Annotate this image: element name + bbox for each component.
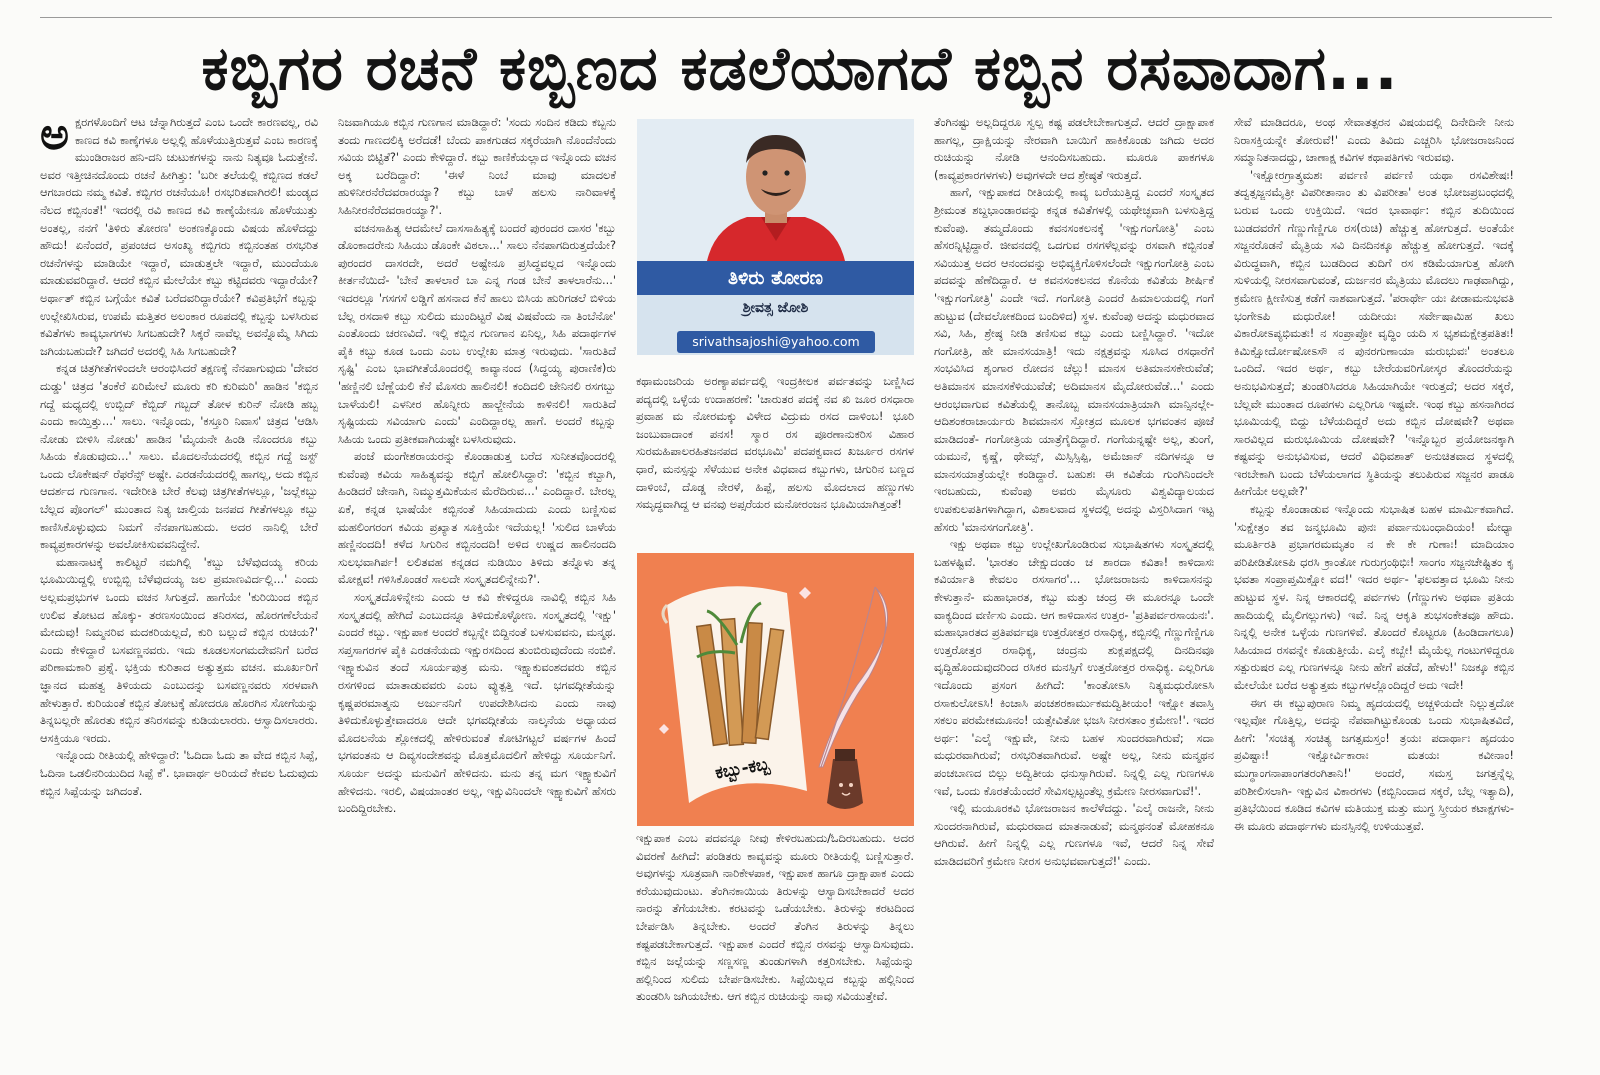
article-paragraph: ಇಕ್ಷುಪಾಕ ಎಂಬ ಪದವನ್ನೂ ನೀವು ಕೇಳಿರಬಹುದು/ಓದಿರಬಹುದು. ಅದರ ವಿವರಣೆ ಹೀಗಿದೆ: ಪಂಡಿತರು ಕಾವ್ಯವನ್ನು ಮೂರು ರೀತಿಯಲ್ಲಿ ಬಣ್ಣಿಸುತ್ತಾರೆ. ಅವುಗಳನ್ನು ಸೂತ್ರವಾಗಿ ನಾರಿಕೇಳಪಾಕ, ಇಕ್ಷುಪಾಕ ಹಾಗೂ ದ್ರಾಕ್ಷಾಪಾಕ ಎಂದು ಕರೆಯುವುದುಂಟು. ತೆಂಗಿನಕಾಯಿಯ ತಿರುಳನ್ನು ಆಸ್ವಾದಿಸಬೇಕಾದರೆ ಅದರ ನಾರನ್ನು ತೆಗೆಯಬೇಕು. ಕರಟವನ್ನು ಒಡೆಯಬೇಕು. ತಿರುಳನ್ನು ಕರಟದಿಂದ ಬೇರ್ಪಡಿಸಿ ತಿನ್ನಬೇಕು. ಅಂದರೆ ತೆಂಗಿನ ತಿರುಳನ್ನು ತಿನ್ನಲು ಕಷ್ಟಪಡಬೇಕಾಗುತ್ತದೆ. ಇಕ್ಷುಪಾಕ ಎಂದರೆ ಕಬ್ಬಿನ ರಸವನ್ನು ಆಸ್ವಾದಿಸುವುದು. ಕಬ್ಬಿನ ಜಲ್ಲೆಯನ್ನು ಸಣ್ಣಸಣ್ಣ ತುಂಡುಗಳಾಗಿ ಕತ್ತರಿಸಬೇಕು. ಸಿಪ್ಪೆಯನ್ನು ಹಲ್ಲಿನಿಂದ ಸುಲಿದು ಬೇರ್ಪಡಿಸಬೇಕು. ಸಿಪ್ಪೆಯಿಲ್ಲದ ಕಬ್ಬನ್ನು ಹಲ್ಲಿನಿಂದ ತುಂಡರಿಸಿ ಜಗಿಯಬೇಕು. ಆಗ ಕಬ್ಬಿನ ರುಚಿಯನ್ನು ನಾವು ಸವಿಯುತ್ತೇವೆ.	[636, 831, 914, 1004]
article-column-4	[934, 114, 1214, 1075]
article-paragraph: ಕನ್ನಡ ಚಿತ್ರಗೀತೆಗಳಿಂದಲೇ ಆರಂಭಿಸಿದರೆ ತಕ್ಷಣಕ್ಕೆ ನೆನಪಾಗುವುದು 'ದೇವರ ದುಡ್ಡು' ಚಿತ್ರದ 'ತಂಕೆರೆ ಏರಿಮೇಲೆ ಮೂರು ಕರಿ ಕುರಿಮರಿ' ಹಾಡಿನ 'ಕಬ್ಬಿನ ಗದ್ದೆ ಮಧ್ಯದಲ್ಲಿ ಉಬ್ಬಿದ್ ಕೆಬ್ಬಿದ್ ಗಬ್ಬದ್ ತೋಳ ಕುರಿನ್ ನೋಡಿ ಹಬ್ಬ ಎಂದು ಕಾಯ್ತಿತ್ತು...' ಸಾಲು. ಇನ್ನೊಂದು, 'ಕಸ್ತೂರಿ ನಿವಾಸ' ಚಿತ್ರದ 'ಆಡಿಸಿ ನೋಡು ಬೀಳಿಸಿ ನೋಡು' ಹಾಡಿನ 'ಮೈಯನೇ ಹಿಂಡಿ ನೊಂದರೂ ಕಬ್ಬು ಸಿಹಿಯ ಕೊಡುವುದು...' ಸಾಲು. ಮೊದಲನೆಯದರಲ್ಲಿ ಕಬ್ಬಿನ ಗದ್ದೆ ಜಸ್ಟ್ ಒಂದು ಲೊಕೇಷನ್ ರೆಫರೆನ್ಸ್ ಅಷ್ಟೇ. ಎರಡನೆಯದರಲ್ಲಿ ಹಾಗಲ್ಲ, ಅದು ಕಬ್ಬಿನ ಆದರ್ಶದ ಗುಣಗಾನ. ಇದೇರೀತಿ ಬೇರೆ ಕೆಲವು ಚಿತ್ರಗೀತೆಗಳಲ್ಲೂ, 'ಜಲ್ಲೆಕಬ್ಬು ಬೆಲ್ಲದ ಪೊಂಗಲ್' ಮುಂತಾದ ನಿತ್ಯ ಚಾಲ್ತಿಯ ಜನಪದ ಗೀತೆಗಳಲ್ಲೂ ಕಬ್ಬು ಕಾಣಿಸಿಕೊಳ್ಳುವುದು ನಿಮಗೆ ನೆನಪಾಗಬಹುದು. ಅದರ ನಾನಿಲ್ಲಿ ಬೇರೆ ಕಾವ್ಯಪ್ರಕಾರಗಳನ್ನು ಅವಲೋಕಿಸುವವನಿದ್ದೇನೆ.	[40, 361, 318, 552]
headline: ಕಬ್ಬಿಗರ ರಚನೆ ಕಬ್ಬಿಣದ ಕಡಲೆಯಾಗದೆ ಕಬ್ಬಿನ ರಸವಾದಾಗ...	[201, 34, 1399, 104]
author-name: ಶ್ರೀವತ್ಸ ಜೋಶಿ	[742, 300, 809, 316]
article-paragraph: ಇಲ್ಲಿ ಮಯೂರಕವಿ ಭೋಜರಾಜನ ಕಾಲೆಳೆದದ್ದು. 'ಎಲೈ ರಾಜನೇ, ನೀನು ಸುಂದರನಾಗಿರುವೆ, ಮಧುರವಾದ ಮಾತನಾಡುವೆ; ಮನ್ಮಥನಂತೆ ಮೋಹಕನೂ ಆಗಿರುವೆ. ಹೀಗೆ ನಿನ್ನಲ್ಲಿ ಎಲ್ಲ ಗುಣಗಳೂ ಇವೆ, ಆದರೆ ನಿನ್ನ ಸೇವೆ ಮಾಡಿದವರಿಗೆ ಕ್ರಮೇಣ ನೀರಸ ಅನುಭವವಾಗುತ್ತದೆ!' ಎಂದು.	[934, 801, 1214, 868]
article-column-3-lower	[636, 830, 914, 1075]
sugarcane-scroll-icon	[637, 553, 914, 826]
column-author-box	[637, 119, 914, 355]
article-paragraph: ಸಂಸ್ಕೃತದೊಳಿನ್ನೇನು ಎಂದು ಆ ಕವಿ ಕೇಳಿದ್ದರೂ ನಾವಿಲ್ಲಿ ಕಬ್ಬಿನ ಸಿಹಿ ಸಂಸ್ಕೃತದಲ್ಲಿ ಹೇಗಿದೆ ಎಂಬುದನ್ನೂ ತಿಳಿದುಕೊಳ್ಳೋಣ. ಸಂಸ್ಕೃತದಲ್ಲಿ 'ಇಕ್ಷು' ಎಂದರೆ ಕಬ್ಬು. ಇಕ್ಷುಪಾಕ ಅಂದರೆ ಕಬ್ಬನ್ನೇ ಬಿದ್ದಿನಂತೆ ಬಳಸುವವನು, ಮನ್ಮಥ. ಸಪ್ತಸಾಗರಗಳ ಪೈಕಿ ಎರಡನೆಯದು ಇಕ್ಷುರಸದಿಂದ ತುಂಬಿರುವುದೆಂದು ನಂಬಿಕೆ. ಇಕ್ಷ್ವಾಕುವಿನ ತಂದೆ ಸೂರ್ಯಪುತ್ರ ಮನು. ಇಕ್ಷ್ವಾಕುವಂಶದವರು ಕಬ್ಬಿನ ರಸಗಳಿಂದ ಮಾತಾಡುವವರು ಎಂಬ ವ್ಯುತ್ಪತ್ತಿ ಇದೆ. ಭಗವದ್ಗೀತೆಯನ್ನು ಕೃಷ್ಣಪರಮಾತ್ಮನು ಅರ್ಜುನನಿಗೆ ಉಪದೇಶಿಸಿದನು ಎಂದು ನಾವು ತಿಳಿದುಕೊಳ್ಳುತ್ತೇವಾದರೂ ಆದೇ ಭಗವದ್ಗೀತೆಯ ನಾಲ್ಕನೆಯ ಅಧ್ಯಾಯದ ಮೊದಲನೆಯ ಶ್ಲೋಕದಲ್ಲಿ ಹೇಳಿರುವಂತೆ ಕೋಟಿಗಟ್ಟಲೆ ವರ್ಷಗಳ ಹಿಂದೆ ಭಗವಂತನು ಆ ದಿವ್ಯಸಂದೇಶವನ್ನು ಮೊತ್ತಮೊದಲಿಗೆ ಹೇಳಿದ್ದು ಸೂರ್ಯನಿಗೆ. ಸೂರ್ಯ ಅದನ್ನು ಮನುವಿಗೆ ಹೇಳಿದನು. ಮನು ತನ್ನ ಮಗ ಇಕ್ಷ್ವಾಕುವಿಗೆ ಹೇಳಿದನು. ಇರಲಿ, ವಿಷಯಾಂತರ ಅಲ್ಲ, ಇಕ್ಷುವಿನಿಂದಲೇ ಇಕ್ಷ್ವಾಕುವಿಗೆ ಹೆಸರು ಬಂದಿದ್ದಿರಬೇಕು.	[338, 590, 616, 816]
article-paragraph: ಹಾಗೆ, ಇಕ್ಷುಪಾಕದ ರೀತಿಯಲ್ಲಿ ಕಾವ್ಯ ಬರೆಯುತ್ತಿದ್ದ ಎಂದರೆ ಸಂಸ್ಕೃತದ ಶ್ರೀಮಂತ ಶಬ್ದಭಾಂಡಾರವನ್ನು ಕನ್ನಡ ಕವಿತೆಗಳಲ್ಲಿ ಯಥೇಚ್ಛವಾಗಿ ಬಳಸುತ್ತಿದ್ದ ಕುವೆಂಪು. ತಮ್ಮದೊಂದು ಕವನಸಂಕಲನಕ್ಕೆ 'ಇಕ್ಷುಗಂಗೋತ್ರಿ' ಎಂಬ ಹೆಸರನ್ನಿಟ್ಟಿದ್ದಾರೆ. ಜೀವನದಲ್ಲಿ ಒದಗುವ ರಸಗಳೆಲ್ಲವನ್ನು ರಸವಾಗಿ ಕಬ್ಬಿನಂತೆ ಸವಿಯುತ್ತ ಅದರ ಆನಂದವನ್ನು ಅಭಿವ್ಯಕ್ತಿಗೊಳಿಸಲೆಂದೇ ಇಕ್ಷುಗಂಗೋತ್ರಿ ಎಂಬ ಪದವನ್ನು ಹೆಣೆದಿದ್ದಾರೆ. ಆ ಕವನಸಂಕಲನದ ಕೊನೆಯ ಕವಿತೆಯ ಶೀರ್ಷಿಕೆ 'ಇಕ್ಷುಗಂಗೋತ್ರಿ' ಎಂದೇ ಇದೆ. ಗಂಗೋತ್ರಿ ಎಂದರೆ ಹಿಮಾಲಯದಲ್ಲಿ ಗಂಗೆ ಹುಟ್ಟುವ (ದೇವಲೋಕದಿಂದ ಬಂದಿಳಿದ) ಸ್ಥಳ. ಕುವೆಂಪು ಅದನ್ನು ಮಧುರವಾದ ಸವಿ, ಸಿಹಿ, ಶ್ರೇಷ್ಠ ನೀಡಿ ತಣಿಸುವ ಕಬ್ಬು ಎಂದು ಬಣ್ಣಿಸಿದ್ದಾರೆ. 'ಇದೋ ಗಂಗೋತ್ರಿ, ಹೇ ಮಾನಸಯಾತ್ರಿ! ಇದು ನಕ್ಷತ್ರವನ್ನು ಸೂಸಿದ ರಸಧಾರೆಗೆ ಸಂಭವಿಸಿದ ಶೃಂಗಾರ ರೋದನ ಚೆಲ್ಲು! ಮಾನಸ ಅತಿಮಾನಸಕೇರುವೆಡೆ; ಅತಿಮಾನಸ ಮಾನಸಕೆಳಿಯುವೆಡೆ; ಅದಿಮಾನಸ ಮೈದೋರುವೆಡೆ...' ಎಂದು ಆರಂಭವಾಗುವ ಕವಿತೆಯಲ್ಲಿ ತಾನೊಬ್ಬ ಮಾನಸಯಾತ್ರಿಯಾಗಿ ಮಾನ್ಸಿನಲ್ಲೇ- ಆದಿಶಂಕರಾಚಾರ್ಯರು ಶಿವಮಾನಸ ಸ್ತೋತ್ರದ ಮೂಲಕ ಭಗವಂತನ ಪೂಜೆ ಮಾಡಿದಂತೆ- ಗಂಗೋತ್ರಿಯ ಯಾತ್ರೆಗೈದಿದ್ದಾರೆ. ಗಂಗೆಯನ್ನಷ್ಟೇ ಅಲ್ಲ, ತುಂಗೆ, ಯಮುನೆ, ಕೃಷ್ಣೆ, ಥೇಮ್ಸ್, ಮಿಸ್ಸಿಸ್ಸಿಪ್ಪಿ, ಅಮೆಜಾನ್ ನದಿಗಳನ್ನೂ ಆ ಮಾನಸಯಾತ್ರೆಯಲ್ಲೇ ಕಂಡಿದ್ದಾರೆ. ಬಹುಶಃ ಈ ಕವಿತೆಯ ಗುಂಗಿನಿಂದಲೇ ಇರಬಹುದು, ಕುವೆಂಪು ಅವರು ಮೈಸೂರು ವಿಶ್ವವಿದ್ಯಾಲಯದ ಉಪಕುಲಪತಿಗಳಾಗಿದ್ದಾಗ, ವಿಶಾಲವಾದ ಸ್ಥಳದಲ್ಲಿ ಅದನ್ನು ವಿಸ್ತರಿಸಿದಾಗ ಇಟ್ಟ ಹೆಸರು 'ಮಾನಸಗಂಗೋತ್ರಿ'.	[934, 185, 1214, 534]
article-paragraph: ಅಕ್ಷರಗಳೊಂದಿಗೆ ಆಟ ಚೆನ್ನಾಗಿರುತ್ತದೆ ಎಂಬ ಒಂದೇ ಕಾರಣವಲ್ಲ, ರವಿ ಕಾಣದ ಕವಿ ಕಾಣ್ಕೆಗಳೂ ಅಲ್ಲಲ್ಲಿ ಹೊಳೆಯುತ್ತಿರುತ್ತವೆ ಎಂಬ ಕಾರಣಕ್ಕೆ ಮುಂಡಿರಾಜರ ಹನಿ-ದನಿ ಚುಟುಕಗಳನ್ನು ನಾನು ನಿತ್ಯವೂ ಓದುತ್ತೇನೆ. ಅವರ ಇತ್ತೀಚಿನದೊಂದು ರಚನೆ ಹೀಗಿತ್ತು: 'ಬರೀ ತಲೆಯಲ್ಲಿ ಕಬ್ಬಿಣದ ಕಡಲೆ ಆಗಬಾರದು ನಮ್ಮ ಕವಿತೆ. ಕಬ್ಬಿಗರ ರಚನೆಯೂ! ರಸಭರಿತವಾಗಿರಲಿ! ಮಂಡ್ಯದ ನೆಲದ ಕಬ್ಬಿನಂತೆ!' ಇದರಲ್ಲಿ ರವಿ ಕಾಣದ ಕವಿ ಕಾಣ್ಕೆಯೇನೂ ಹೊಳೆಯುತ್ತು ಅಂತಲ್ಲ, ನನಗೆ 'ತಿಳಿರು ತೋರಣ' ಅಂಕಣಕ್ಕೊಂದು ವಿಷಯ ಹೊಳೆದದ್ದು ಹೌದು! ಏನೆಂದರೆ, ಪ್ರಪಂಚದ ಅಸಂಖ್ಯ ಕಬ್ಬಿಗರು ಕಬ್ಬಿನಂತಹ ರಸಭರಿತ ರಚನೆಗಳನ್ನು ಮಾಡಿಯೇ ಇದ್ದಾರೆ, ಮಾಡುತ್ತಲೇ ಇದ್ದಾರೆ, ಮುಂದೆಯೂ ಮಾಡುವವರಿದ್ದಾರೆ. ಆದರೆ ಕಬ್ಬಿನ ಮೇಲೆಯೇ ಕಬ್ಬು ಕಟ್ಟಿದವರು ಇದ್ದಾರೆಯೇ? ಅರ್ಥಾತ್ ಕಬ್ಬಿನ ಬಗ್ಗೆಯೇ ಕವಿತೆ ಬರೆದವರಿದ್ದಾರೆಯೇ? ಕವಿಪ್ರತಿಭೆಗೆ ಕಬ್ಬನ್ನು ಉಲ್ಲೇಖಿಸಿರುವ, ಉಪಮೆ ಮತ್ತಿತರ ಅಲಂಕಾರ ರೂಪದಲ್ಲಿ ಕಬ್ಬನ್ನು ಬಳಸಿರುವ ಕವಿತೆಗಳು ಕಾವ್ಯಭಾಗಗಳು ಸಿಗಬಹುದೇ? ಸಿಕ್ಕರೆ ನಾವೆಲ್ಲ ಅವನ್ನೊಮ್ಮೆ ಸಿಗಿದು ಜಗಿಯಬಹುದೇ? ಜಗಿದರೆ ಅದರಲ್ಲಿ ಸಿಹಿ ಸಿಗಬಹುದೇ?	[40, 114, 318, 358]
article-column-2	[338, 114, 616, 1075]
article-paragraph: ಇನ್ನೊಂದು ರೀತಿಯಲ್ಲಿ ಹೇಳಿದ್ದಾರೆ: 'ಓದಿದಾ ಓದು ತಾ ವೇದ ಕಬ್ಬಿನ ಸಿಪ್ಪೆ, ಓದಿನಾ ಒಡಲಿನರಿಯುದಿದ ಸಿಪ್ಪೆ ಕೆ'. ಭಾವಾರ್ಥ ಅರಿಯದೆ ಕೇವಲ ಓದುವುದು ಕಬ್ಬಿನ ಸಿಪ್ಪೆಯನ್ನು ಜಗಿದಂತೆ.	[40, 748, 318, 798]
sugarcane-quill-illustration	[637, 553, 914, 826]
author-photo	[637, 119, 914, 261]
article-paragraph: ನಿಜವಾಗಿಯೂ ಕಬ್ಬಿನ ಗುಣಗಾನ ಮಾಡಿದ್ದಾರೆ: 'ಸಂದು ಸಂದಿನ ಕಡಿದು ಕಬ್ಬನು ತಂದು ಗಾಣದಲಿಕ್ಕಿ ಅರೆದಡೆ! ಬೆಂದು ಪಾಕಗುಡದ ಸಕ್ಕರೆಯಾಗಿ ನೊಂದೆನೆಂದು ಸವಿಯ ಬಿಟ್ಟಿತೆ?' ಎಂದು ಕೇಳಿದ್ದಾರೆ. ಕಬ್ಬು ಕಾಣಿಕೆಯಲ್ಲಾದ ಇನ್ನೊಂದು ವಚನ ಅಕ್ಕ ಬರೆದಿದ್ದಾರೆ: 'ಈಳೆ ನಿಂಬೆ ಮಾವು ಮಾದಲಕೆ ಹುಳಿನೀರನೆರೆದವರಾರಯ್ಯಾ? ಕಬ್ಬು ಬಾಳೆ ಹಲಸು ನಾರಿವಾಳಕ್ಕೆ ಸಿಹಿನೀರನೆರೆದವರಾರಯ್ಯಾ?'.	[338, 115, 616, 217]
article-column-5	[1234, 114, 1514, 1075]
article-column-1	[40, 114, 318, 1075]
article-paragraph: ಕಬ್ಬನ್ನು ಕೊಂಡಾಡುವ ಇನ್ನೊಂದು ಸುಭಾಷಿತ ಬಹಳ ಮಾರ್ಮಿಕವಾಗಿದೆ. 'ಸುಕ್ಷೇತ್ರಂ ತವ ಜನ್ಮಭೂಮಿ ಪುನಃ ಪರ್ವಾನುಬಂಧಾದಿಯಂ! ಮೇಧ್ಯಾ ಮೂರ್ತಿರತಿ ಪ್ರಭಾಗರಮಮೃತಂ ನ ಕೇ ಕೇ ಗುಣಾಃ! ಮಾದಿಯಾಂ ಪರಿಪೀಡಿತೋಽಪಿ ಧರಸಿ ಕ್ರಾಂತೋ ಗುರುಗ್ರಂಥಿಭಿಃ! ಸಾಂಗಂ ಸಜ್ಜನಚೇಷ್ಟಿತಂ ಕೃ ಭವತಾ ಸಂಪ್ರಾಪ್ತಮಿಕ್ಷೋ ವದ!' ಇದರ ಅರ್ಥ- 'ಫಲವತ್ತಾದ ಭೂಮಿ ನೀನು ಹುಟ್ಟುವ ಸ್ಥಳ. ನಿನ್ನ ಆಕಾರದಲ್ಲಿ ಪರ್ವಗಳು (ಗೆಣ್ಣುಗಳು ಅಥವಾ ಪ್ರತಿಯ ಹಾದಿಯಲ್ಲಿ ಮೈಲಿಗಲ್ಲುಗಳು) ಇವೆ. ನಿನ್ನ ಆಕೃತಿ ಶುಭಸಂಕೇತವೂ ಹೌದು. ನಿನ್ನಲ್ಲಿ ಅನೇಕ ಒಳ್ಳೆಯ ಗುಣಗಳಿವೆ. ತೊಂದರೆ ಕೊಟ್ಟರೂ (ಹಿಂಡಿದಾಗಲೂ) ಸಿಹಿಯಾದ ರಸವನ್ನೇ ಕೊಡುತ್ತೀಯೆ. ಎಲೈ ಕಬ್ಬೇ! ಮೈಯೆಲ್ಲ ಗಂಟುಗಳಿದ್ದರೂ ಸತ್ಪುರುಷರ ಎಲ್ಲ ಗುಣಗಳನ್ನೂ ನೀನು ಹೇಗೆ ಪಡೆದೆ, ಹೇಳು!' ನಿಜಕ್ಕೂ ಕಬ್ಬಿನ ಮೇಲೆಯೇ ಬರೆದ ಅತ್ಯುತ್ತಮ ಕಬ್ಬುಗಳಲ್ಲೊಂದಿದ್ದರೆ ಅದು ಇದೇ!	[1234, 502, 1514, 692]
article-paragraph: ಪಂಜೆ ಮಂಗೇಶರಾಯರನ್ನು ಕೊಂಡಾಡುತ್ತ ಬರೆದ ಸುನೀತವೊಂದರಲ್ಲಿ ಕುವೆಂಪು ಕವಿಯ ಸಾಹಿತ್ಯವನ್ನು ಕಬ್ಬಿಗೆ ಹೋಲಿಸಿದ್ದಾರೆ: 'ಕಬ್ಬಿನ ಕಬ್ಬಾಗಿ, ಹಿಂಡಿದರೆ ಜೇನಾಗಿ, ನಿಮ್ಮುತ್ತಮಿಕೆಯನ ಮೆರೆದಿರುವ...' ಎಂದಿದ್ದಾರೆ. ಬೇರಲ್ಲ ಏಕೆ, ಕನ್ನಡ ಭಾಷೆಯೇ ಕಬ್ಬಿನಂತೆ ಸಿಹಿಯಾದುದು ಎಂದು ಬಣ್ಣಿಸುವ ಮಹಲಿಂಗರಂಗ ಕವಿಯ ಪ್ರಖ್ಯಾತ ಸೂಕ್ತಿಯೇ ಇದೆಯಲ್ಲ! 'ಸುಲಿದ ಬಾಳೆಯ ಹಣ್ಣಿನಂದದಿ! ಕಳೆದ ಸಿಗುರಿನ ಕಬ್ಬಿನಂದದಿ! ಅಳಿದ ಉಷ್ಣದ ಹಾಲಿನಂದದಿ ಸುಲಭವಾಗಿರ್ಪ! ಲಲಿತವಹ ಕನ್ನಡದ ನುಡಿಯಿಂ ತಿಳಿದು ತನ್ನೊಳು ತನ್ನ ಮೋಕ್ಷವ! ಗಳಿಸಿಕೊಂಡರೆ ಸಾಲದೇ ಸಂಸ್ಕೃತದಲಿನ್ನೇನು?'.	[338, 449, 616, 587]
article-paragraph: ಕಥಾಮಂಜರಿಯ ಅರಣ್ಯಾಪರ್ವದಲ್ಲಿ ಇಂದ್ರಕೀಲಕ ಪರ್ವತವನ್ನು ಬಣ್ಣಿಸಿದ ಪದ್ಯದಲ್ಲಿ ಒಳ್ಳೆಯ ಉದಾಹರಣೆ: 'ಚಾರುತರ ಪದಕ್ಕೆ ನವ ಖಿ ಜೂರ ರಸಧಾರಾ ಪ್ರವಾಹ ಮ ನೋರಮಕ್ಕು ವಿಳೇದ ವಿದ್ರುಮ ರಸದ ದಾಳಿಂಬ! ಭೂರಿ ಜಂಬುವಾದಾಂಕ ಪನಸ! ಸ್ಮಾರ ರಸ ಪೂರಣಾನುಕರಿಸ ವಿಹಾರ ಸುರಮಹಿಪಾಲರಹಿತಜನಪದ ವರಭೂಮಿ' ಪದಪಕ್ವವಾದ ಖರ್ಜೂರ ರಸಗಳ ಧಾರೆ, ಮನಸ್ಸನ್ನು ಸೆಳೆಯುವ ಅನೇಕ ವಿಧವಾದ ಕಬ್ಬುಗಳು, ಚಿಗುರಿನ ಬಣ್ಣದ ದಾಳಿಂಬೆ, ದೊಡ್ಡ ನೇರಳೆ, ಹಿಪ್ಪೆ, ಹಲಸು ಮೊದಲಾದ ಹಣ್ಣುಗಳು ಸಮೃದ್ಧವಾಗಿದ್ದ ಆ ವನವು ಅಪ್ಸರೆಯರ ಮನೋರಂಜನ ಭೂಮಿಯಾಗಿತ್ತಂತೆ!	[636, 374, 914, 512]
illustration-label: ಕಬ್ಬು-ಕಬ್ಬ	[713, 754, 772, 784]
article-paragraph: ಸೇವೆ ಮಾಡಿದರೂ, ಅಂಥ ಸೇವಾತತ್ಪರನ ವಿಷಯದಲ್ಲಿ ದಿನೇದಿನೇ ನೀನು ನಿರಾಸಕ್ತಿಯನ್ನೇ ತೋರುವೆ!' ಎಂದು ತಿವಿದು ಎಚ್ಚರಿಸಿ ಭೋಜರಾಜನಿಂದ ಸಮ್ಮಾನಿತನಾದದ್ದು, ಚಾಣಾಕ್ಷ ಕವಿಗಳ ಕಥಾಪತಿಗಳು ಇರುವವು.	[1234, 115, 1514, 165]
top-rule	[40, 17, 1552, 18]
drop-cap: ಅ	[40, 114, 69, 160]
article-paragraph: 'ಇಕ್ಷೋರಗ್ರಾತ್ಕ್ರಮಶಃ ಪರ್ವಣಿ ಪರ್ವಣಿ ಯಥಾ ರಸವಿಶೇಷಃ! ತದ್ವತ್ಸಜ್ಜನಮೈತ್ರೀ ವಿಪರೀತಾನಾಂ ತು ವಿಪರೀತಾ' ಅಂತ ಭೋಜಪ್ರಬಂಧದಲ್ಲಿ ಬರುವ ಒಂದು ಉಕ್ತಿಯಿದೆ. ಇದರ ಭಾವಾರ್ಥ: ಕಬ್ಬಿನ ತುದಿಯಿಂದ ಬುಡದವರೆಗೆ ಗೆಣ್ಣುಗೆಣ್ಣಿಗೂ ರಸ(ರುಚಿ) ಹೆಚ್ಚುತ್ತ ಹೋಗುತ್ತದೆ. ಅಂತೆಯೇ ಸಜ್ಜನರೊಡನೆ ಮೈತ್ರಿಯ ಸವಿ ದಿನದಿನಕ್ಕೂ ಹೆಚ್ಚುತ್ತ ಹೋಗುತ್ತದೆ. ಇದಕ್ಕೆ ವಿರುದ್ಧವಾಗಿ, ಕಬ್ಬಿನ ಬುಡದಿಂದ ತುದಿಗೆ ರಸ ಕಡಿಮೆಯಾಗುತ್ತ ಹೋಗಿ ಸುಳಿಯಲ್ಲಿ ನೀರಸವಾಗುವಂತೆ, ದುರ್ಜನರ ಮೈತ್ರಿಯು ಮೊದಲು ಗಾಢವಾಗಿದ್ದು, ಕ್ರಮೇಣ ಕ್ಷೀಣಿಸುತ್ತ ಕಡೆಗೆ ನಾಶವಾಗುತ್ತದೆ. 'ಪರಾರ್ಥೇ ಯಃ ಪೀಡಾಮನುಭವತಿ ಭಂಗೇಽಪಿ ಮಧುರೋ! ಯದೀಯಃ ಸರ್ವೇಷಾಮಿಹ ಖಲು ವಿಕಾರೋಽಪ್ಯಭಿಮತಃ! ನ ಸಂಪ್ರಾಪ್ತೋ ವೃದ್ಧಿಂ ಯದಿ ಸ ಭೃಶಮಕ್ಷೇತ್ರಪತಿತಃ! ಕಿಮಿಕ್ಷೋರ್ದೋಷೋಽಸೌ ನ ಪುನರಗುಣಾಯಾ ಮರುಭುವಃ' ಅಂತಲೂ ಒಂದಿದೆ. ಇದರ ಅರ್ಥ, ಕಬ್ಬು ಬೇರೆಯವರಿಗೋಸ್ಕರ ತೊಂದರೆಯನ್ನು ಅನುಭವಿಸುತ್ತದೆ; ತುಂಡರಿಸಿದರೂ ಸಿಹಿಯಾಗಿಯೇ ಇರುತ್ತದೆ; ಅದರ ಸಕ್ಕರೆ, ಬೆಲ್ಲವೇ ಮುಂತಾದ ರೂಪಗಳು ಎಲ್ಲರಿಗೂ ಇಷ್ಟವೇ. ಇಂಥ ಕಬ್ಬು ಹಸನಾಗಿರದ ಭೂಮಿಯಲ್ಲಿ ಬಿದ್ದು ಬೆಳೆಯದಿದ್ದರೆ ಅದು ಕಬ್ಬಿನ ದೋಷವೇ? ಅಥವಾ ಸಾರವಿಲ್ಲದ ಮರುಭೂಮಿಯ ದೋಷವೇ? 'ಇನ್ನೊಬ್ಬರ ಪ್ರಯೋಜನಕ್ಕಾಗಿ ಕಷ್ಟವನ್ನು ಅನುಭವಿಸುವ, ಆದರೆ ವಿಧಿವಶಾತ್ ಅನುಚಿತವಾದ ಸ್ಥಳದಲ್ಲಿ ಇರಬೇಕಾಗಿ ಬಂದು ಬೆಳೆಯಲಾಗದ ಸ್ಥಿತಿಯನ್ನು ತಲುಪಿರುವ ಸಜ್ಜನರ ಪಾಡೂ ಹೀಗೆಯೇ ಅಲ್ಲವೇ?'	[1234, 167, 1514, 499]
article-column-3-upper	[636, 373, 914, 553]
article-paragraph: ಈಗ ಈ ಕಬ್ಬುಪುರಾಣ ನಿಮ್ಮ ಹೃದಯದಲ್ಲಿ ಅಚ್ಚಳಿಯದೇ ನಿಲ್ಲುತ್ತದೋ ಇಲ್ಲವೋ ಗೊತ್ತಿಲ್ಲ, ಅದನ್ನು ನೆಪವಾಗಿಟ್ಟುಕೊಂಡು ಒಂದು ಸುಭಾಷಿತವಿದೆ, ಹೀಗೆ: 'ಸಂಚಿತ್ಯ ಸಂಚಿತ್ಯ ಜಗತ್ಸಮಸ್ತಂ! ತ್ರಯಃ ಪದಾರ್ಥಾಃ ಹೃದಯಂ ಪ್ರವಿಷ್ಟಾಃ! ಇಕ್ಷೋರ್ವಿಕಾರಾಃ ಮತಯಃ ಕವೀನಾಂ! ಮುಗ್ಧಾಂಗನಾಪಾಂಗತರಂಗಿತಾನಿ!' ಅಂದರೆ, ಸಮಸ್ತ ಜಗತ್ತನ್ನೆಲ್ಲ ಪರಿಶೀಲಿಸಲಾಗಿ- ಇಕ್ಷುವಿನ ವಿಕಾರಗಳು (ಕಬ್ಬಿನಿಂದಾದ ಸಕ್ಕರೆ, ಬೆಲ್ಲ ಇತ್ಯಾದಿ), ಪ್ರತಿಭೆಯಿಂದ ಕೂಡಿದ ಕವಿಗಳ ಮತಿಯುಕ್ತ ಮತ್ತು ಮುಗ್ಧ ಸ್ತ್ರೀಯರ ಕಟಾಕ್ಷಗಳು- ಈ ಮೂರು ಪದಾರ್ಥಗಳು ಮನಸ್ಸಿನಲ್ಲಿ ಉಳಿಯುತ್ತವೆ.	[1234, 695, 1514, 833]
author-portrait-icon	[637, 119, 914, 261]
author-email[interactable]: srivathsajoshi@yahoo.com	[677, 331, 875, 353]
article-paragraph: ಮಹಾನಾಟಕ್ಕೆ ಕಾಲಿಟ್ಟರೆ ನಮಗಿಲ್ಲಿ 'ಕಬ್ಬು ಬೆಳೆವುದಯ್ಯ ಕರಿಯ ಭೂಮಿಯಿದ್ದಲ್ಲಿ ಉಬ್ಬಿಬ್ಬಿ ಬೆಳೆವುದಯ್ಯ ಜಲ ಪ್ರಮಾಣವಿರ್ದಲ್ಲಿ...' ಎಂದು ಅಲ್ಲಮಪ್ರಭುಗಳ ಒಂದು ವಚನ ಸಿಗುತ್ತದೆ. ಹಾಗೆಯೇ 'ಕುರಿಯಿಂದ ಕಬ್ಬಿನ ಉಲಿವ ತೋಟದ ಹೊಕ್ಕು- ತರಣಸಂಯಿಂದ ತನಿರಸದ, ಹೊರಗಣೆಲೆಯನೆ ಮೇದುವು! ನಿಮ್ಮನರಿವ ಮದಕರಿಯಲ್ಲದೆ, ಕುರಿ ಬಲ್ಲುದೆ ಕಬ್ಬಿನ ರುಚಿಯ?' ಎಂದು ಕೇಳಿದ್ದಾರೆ ಬಸವಣ್ಣನವರು. ಇದು ಕೂಡಲಸಂಗಮದೇವನಿಗೆ ಬರೆದ ಪರಿಣಾಮಕಾರಿ ಪ್ರಶ್ನೆ. ಭಕ್ತಿಯ ಕುರಿತಾದ ಅತ್ಯುತ್ತಮ ವಚನ. ಮೂರ್ಖರಿಗೆ ಜ್ಞಾನದ ಮಹತ್ವ ತಿಳಿಯದು ಎಂಬುದನ್ನು ಬಸವಣ್ಣನವರು ಸರಳವಾಗಿ ಹೇಳುತ್ತಾರೆ. ಕುರಿಯಂತೆ ಕಬ್ಬಿನ ತೋಟಕ್ಕೆ ಹೋದರೂ ಹೊರಗಿನ ಸೋಗೆಯನ್ನು ತಿನ್ನಬಲ್ಲರೇ ಹೊರತು ಕಬ್ಬಿನ ತನಿರಸವನ್ನು ಕುಡಿಯಲಾರರು. ಆಸ್ವಾದಿಸಲಾರರು. ಆಸಕ್ತಿಯೂ ಇರದು.	[40, 554, 318, 745]
column-name-banner: ತಿಳಿರು ತೋರಣ	[637, 261, 914, 295]
article-paragraph: ತೆಂಗಿನಷ್ಟು ಅಲ್ಲದಿದ್ದರೂ ಸ್ವಲ್ಪ ಕಷ್ಟ ಪಡಲೇಬೇಕಾಗುತ್ತದೆ. ಆದರೆ ದ್ರಾಕ್ಷಾಪಾಕ ಹಾಗಲ್ಲ, ದ್ರಾಕ್ಷಿಯನ್ನು ನೇರವಾಗಿ ಬಾಯಿಗೆ ಹಾಕಿಕೊಂಡು ಜಗಿದು ಅದರ ರುಚಿಯನ್ನು ನೋಡಿ ಆನಂದಿಸಬಹುದು. ಮೂರೂ ಪಾಕಗಳೂ (ಕಾವ್ಯಪ್ರಕಾರಗಳಗಳು) ಅವುಗಳದೇ ಆದ ಶ್ರೇಷ್ಠತೆ ಇರುತ್ತದೆ.	[934, 115, 1214, 182]
article-paragraph: ಇಕ್ಷು ಅಥವಾ ಕಬ್ಬು ಉಲ್ಲೇಖಗೊಂಡಿರುವ ಸುಭಾಷಿತಗಳು ಸಂಸ್ಕೃತದಲ್ಲಿ ಬಹಳಷ್ಟಿವೆ. 'ಭಾರತಂ ಚೇಕ್ಷುದಂಡಂ ಚ ಶಾರದಾ ಕವಿತಾ! ಕಾಳಿದಾಸಃ ಕವಿರ್ಯಾತಿ ಕೇವಲಂ ರಸಸಾಗರ'... ಭೋಜರಾಜನು ಕಾಳಿದಾಸನನ್ನು ಕೇಳುತ್ತಾನೆ- ಮಹಾಭಾರತ, ಕಬ್ಬು ಮತ್ತು ಚಂದ್ರ ಈ ಮೂರನ್ನೂ ಒಂದೇ ವಾಕ್ಯದಿಂದ ವರ್ಣಿಸು ಎಂದು. ಆಗ ಕಾಳಿದಾಸನ ಉತ್ತರ- 'ಪ್ರತಿಪರ್ವರಸಾಯನಃ'. ಮಹಾಭಾರತದ ಪ್ರತಿಪರ್ವವೂ ಉತ್ತರೋತ್ತರ ರಸಾಧಿಕ್ಯ, ಕಬ್ಬಿನಲ್ಲಿ ಗೆಣ್ಣುಗೆಣ್ಣಿಗೂ ಉತ್ತರೋತ್ತರ ರಸಾಧಿಕ್ಯ, ಚಂದ್ರನು ಶುಕ್ಲಪಕ್ಷದಲ್ಲಿ ದಿನದಿನವೂ ವೃದ್ಧಿಹೊಂದುವುದರಿಂದ ರಸಿಕರ ಮನಸ್ಸಿಗೆ ಉತ್ತರೋತ್ತರ ರಸಾಧಿಕ್ಯ. ಎಲ್ಲರಿಗೂ ಇದೊಂದು ಪ್ರಸಂಗ ಹೀಗಿದೆ: 'ಕಾಂತೋಽಸಿ ನಿತ್ಯಮಧುರೋಽಸಿ ರಸಾಕುಲೋಽಸಿ! ಕಿಂಚಾಸಿ ಪಂಚಶರಕಾರ್ಮುಕಮದ್ವಿತೀಯಂ! ಇಕ್ಷೋ ತವಾಸ್ತಿ ಸಕಲಂ ಪರಮೇಕಮೂನಂ! ಯತ್ಸೇವಿತೋ ಭಜಸಿ ನೀರಸತಾಂ ಕ್ರಮೇಣ!'. ಇದರ ಅರ್ಥ: 'ಎಲೈ ಇಕ್ಷುವೇ, ನೀನು ಬಹಳ ಸುಂದರವಾಗಿರುವೆ; ಸದಾ ಮಧುರವಾಗಿರುವೆ; ರಸಭರಿತವಾಗಿರುವೆ. ಅಷ್ಟೇ ಅಲ್ಲ, ನೀನು ಮನ್ಮಥನ ಪಂಚಬಾಣದ ಬಿಲ್ಲು ಅದ್ವಿತೀಯ ಧನುಸ್ಸಾಗಿರುವೆ. ನಿನ್ನಲ್ಲಿ ಎಲ್ಲ ಗುಣಗಳೂ ಇವೆ, ಒಂದು ಕೊರತೆಯೆಂದರೆ ಸೇವಿಸಲ್ಪಟ್ಟಂತೆಲ್ಲ ಕ್ರಮೇಣ ನೀರಸವಾಗುವೆ!'.	[934, 537, 1214, 798]
article-paragraph: ವಚನಸಾಹಿತ್ಯ ಆದಮೇಲೆ ದಾಸಸಾಹಿತ್ಯಕ್ಕೆ ಬಂದರೆ ಪುರಂದರ ದಾಸರ 'ಕಬ್ಬು ಡೊಂಕಾದರೇನು ಸಿಹಿಯು ಡೊಂಕೇ ವಿಠಲಾ...' ಸಾಲು ನೆನಪಾಗದಿರುತ್ತದೆಯೇ? ಪುರಂದರ ದಾಸರದೇ, ಅದರೆ ಅಷ್ಟೇನೂ ಪ್ರಸಿದ್ಧವಲ್ಲದ ಇನ್ನೊಂದು ಕೀರ್ತನೆಯಿದೆ- 'ಬೇನೆ ತಾಳಲಾರೆ ಬಾ ಎನ್ನ ಗಂಡ ಬೇನೆ ತಾಳಲಾರೆನು...' ಇದರಲ್ಲೂ 'ಗಸಗಸೆ ಲಡ್ಡಿಗೆ ಹಸನಾದ ಕೆನೆ ಹಾಲು ಬಿಸಿಯ ಹುರಿಗಡಲೆ ಬಿಳಿಯ ಬೆಲ್ಲ ರಸದಾಳಿ ಕಬ್ಬು ಸುಲಿದು ಮುಂದಿಟ್ಟರೆ ವಿಷ ವಿಷವೆಂದು ನಾ ತಿಂಬೆನೋ' ಎಂತೊಂದು ಚರಣವಿದೆ. ಇಲ್ಲಿ ಕಬ್ಬಿನ ಗುಣಗಾನ ಏನಿಲ್ಲ, ಸಿಹಿ ಪದಾರ್ಥಗಳ ಪೈಕಿ ಕಬ್ಬು ಕೂಡ ಒಂದು ಎಂಬ ಉಲ್ಲೇಖ ಮಾತ್ರ ಇರುವುದು. 'ಸಾರುತಿದೆ ಸೃಷ್ಟಿ' ಎಂಬ ಭಾವಗೀತೆಯೊಂದರಲ್ಲಿ ಕಾವ್ಯಾನಂದ (ಸಿದ್ಧಯ್ಯ ಪುರಾಣಿಕ)ರು 'ಹಣ್ಣಿನಲಿ ಬೆಣ್ಣೆಯಲಿ ಕೆನೆ ಮೊಸರು ಹಾಲಿನಲಿ! ಕಂದಿದಲಿ ಜೇನಿನಲಿ ರಸಗಬ್ಬು ಬಾಳೆಯಲಿ! ಎಳನೀರ ಹೊನ್ನೀರು ಹಾಲ್ಜೇನೆಯ ಕಾಳಿನಲಿ! ಸಾರುತಿದೆ ಸೃಷ್ಟಿಯದು ಸವಿಯಾಗು ಎಂದು' ಎಂದಿದ್ದಾರಲ್ಲ ಹಾಗೆ. ಅಂದರೆ ಕಬ್ಬನ್ನು ಸಿಹಿಯ ಒಂದು ಪ್ರತೀಕವಾಗಿಯಷ್ಟೇ ಬಳಸಿರುವುದು.	[338, 220, 616, 446]
